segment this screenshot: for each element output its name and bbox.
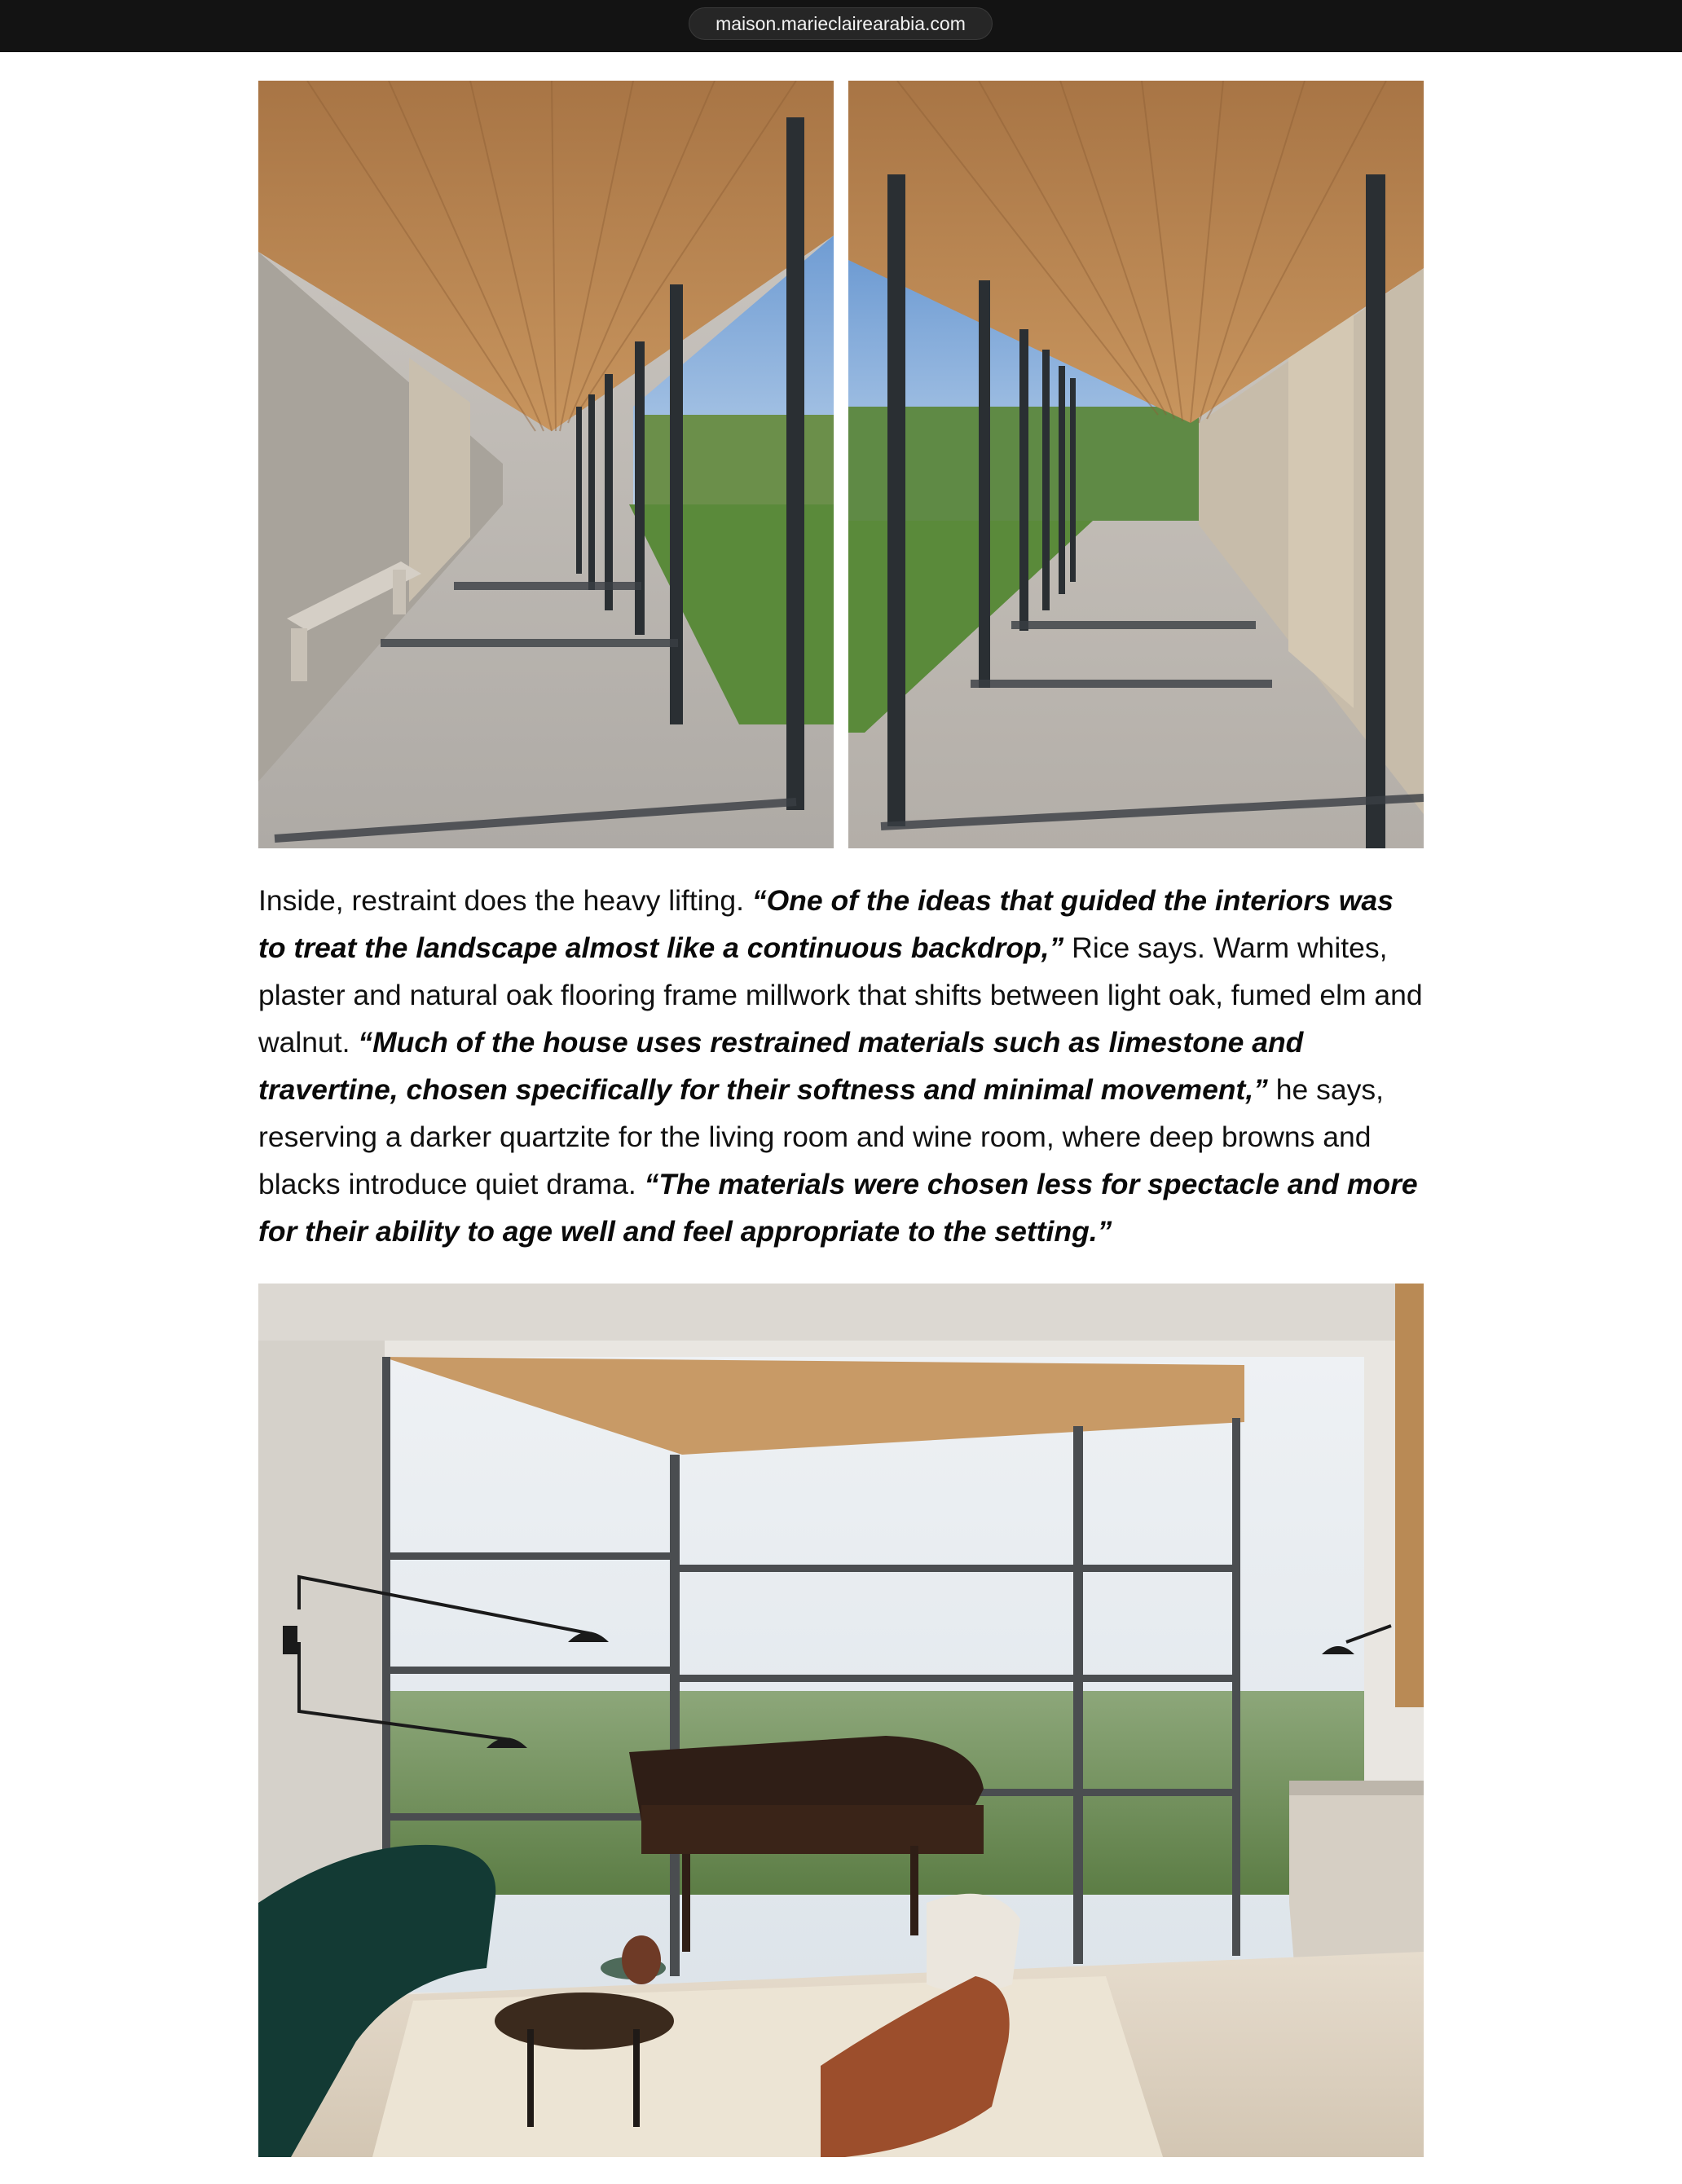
colonnade-left-illustration bbox=[258, 81, 834, 848]
colonnade-photo-right bbox=[848, 81, 1424, 848]
pull-quote: “Much of the house uses restrained materials such as limestone and travertine, chosen specifically for their softness and minimal movement,” bbox=[258, 1026, 1304, 1106]
interior-photo bbox=[258, 1284, 1424, 2157]
text-segment: Inside, restraint does the heavy lifting. bbox=[258, 884, 752, 917]
music-room-illustration bbox=[258, 1284, 1424, 2157]
pull-quote: “One of the ideas that guided the interiors was to treat the landscape almost like a continuous backdrop,” bbox=[258, 884, 1394, 964]
pull-quote: “The materials were chosen less for spectacle and more for their ability to age well and feel appropriate to the setting.” bbox=[258, 1168, 1418, 1248]
colonnade-right-illustration bbox=[848, 81, 1424, 848]
article-paragraph bbox=[258, 877, 1424, 1255]
browser-top-bar bbox=[0, 0, 1682, 52]
article-body bbox=[258, 877, 1424, 1255]
address-bar[interactable]: maison.marieclairearabia.com bbox=[689, 7, 993, 40]
colonnade-photo-left bbox=[258, 81, 834, 848]
text-segment: he says, reserving a darker quartzite for the living room and wine room, where deep browns and blacks introduce quiet drama. bbox=[258, 1073, 1385, 1200]
text-segment: Rice says. Warm whites, plaster and natural oak flooring frame millwork that shifts between light oak, fumed elm and walnut. bbox=[258, 931, 1423, 1059]
